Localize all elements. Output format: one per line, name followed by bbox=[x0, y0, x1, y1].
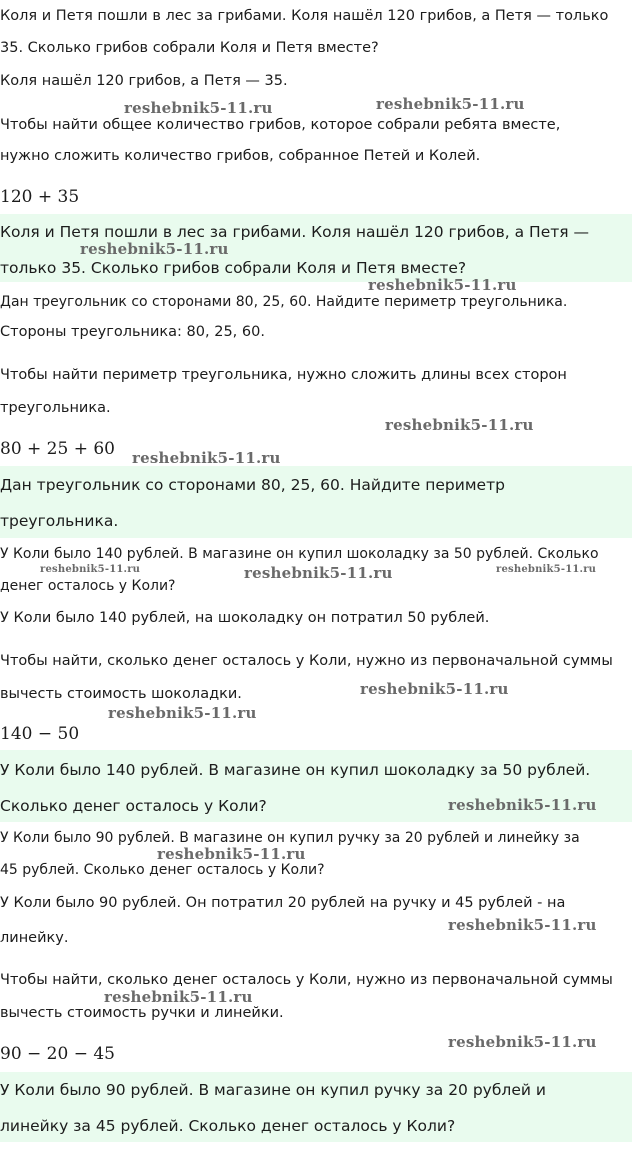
task2-explanation-2: треугольника. bbox=[0, 400, 111, 416]
task3-expression: 140 − 50 bbox=[0, 724, 80, 744]
task4-explanation-2: вычесть стоимость ручки и линейки. bbox=[0, 1005, 284, 1021]
task2-highlight-line1: Дан треугольник со сторонами 80, 25, 60. Найдите периметр bbox=[0, 476, 505, 494]
task3-explanation-2: вычесть стоимость шоколадки. bbox=[0, 686, 242, 702]
task3-line1: У Коли было 140 рублей. В магазине он купил шоколадку за 50 рублей. Сколько bbox=[0, 546, 599, 562]
task4-line1: У Коли было 90 рублей. В магазине он купил ручку за 20 рублей и линейку за bbox=[0, 830, 580, 846]
watermark: reshebnik5-11.ru bbox=[448, 796, 597, 814]
task1-highlight-line2: только 35. Сколько грибов собрали Коля и Петя вместе? bbox=[0, 259, 467, 277]
task4-highlight-line1: У Коли было 90 рублей. В магазине он купил ручку за 20 рублей и bbox=[0, 1081, 546, 1099]
watermark: reshebnik5-11.ru bbox=[80, 240, 229, 258]
watermark: reshebnik5-11.ru bbox=[360, 680, 509, 698]
watermark: reshebnik5-11.ru bbox=[376, 95, 525, 113]
task3-line2: денег осталось у Коли? bbox=[0, 578, 176, 594]
task4-given-1: У Коли было 90 рублей. Он потратил 20 рублей на ручку и 45 рублей - на bbox=[0, 895, 566, 911]
task2-expression: 80 + 25 + 60 bbox=[0, 439, 115, 459]
task1-given: Коля нашёл 120 грибов, а Петя — 35. bbox=[0, 73, 288, 89]
watermark: reshebnik5-11.ru bbox=[132, 449, 281, 467]
task1-expression: 120 + 35 bbox=[0, 187, 80, 207]
task4-line2: 45 рублей. Сколько денег осталось у Коли? bbox=[0, 862, 325, 878]
task1-explanation-1: Чтобы найти общее количество грибов, которое собрали ребята вместе, bbox=[0, 117, 561, 133]
watermark: reshebnik5-11.ru bbox=[385, 416, 534, 434]
watermark: reshebnik5-11.ru bbox=[448, 1033, 597, 1051]
task4-given-2: линейку. bbox=[0, 930, 69, 946]
task4-explanation-1: Чтобы найти, сколько денег осталось у Коли, нужно из первоначальной суммы bbox=[0, 972, 613, 988]
watermark: reshebnik5-11.ru bbox=[448, 916, 597, 934]
task1-line1: Коля и Петя пошли в лес за грибами. Коля нашёл 120 грибов, а Петя — только bbox=[0, 8, 609, 24]
task4-highlight-line2: линейку за 45 рублей. Сколько денег осталось у Коли? bbox=[0, 1117, 456, 1135]
task2-given: Стороны треугольника: 80, 25, 60. bbox=[0, 324, 265, 340]
watermark: reshebnik5-11.ru bbox=[108, 704, 257, 722]
task2-highlight-line2: треугольника. bbox=[0, 512, 119, 530]
watermark: reshebnik5-11.ru bbox=[368, 276, 517, 294]
task1-line2: 35. Сколько грибов собрали Коля и Петя вместе? bbox=[0, 40, 379, 56]
watermark: reshebnik5-11.ru bbox=[104, 988, 253, 1006]
task2-line1: Дан треугольник со сторонами 80, 25, 60. Найдите периметр треугольника. bbox=[0, 294, 568, 310]
task2-explanation-1: Чтобы найти периметр треугольника, нужно сложить длины всех сторон bbox=[0, 367, 567, 383]
watermark: reshebnik5-11.ru bbox=[496, 564, 597, 575]
task1-explanation-2: нужно сложить количество грибов, собранное Петей и Колей. bbox=[0, 148, 481, 164]
task4-expression: 90 − 20 − 45 bbox=[0, 1044, 115, 1064]
watermark: reshebnik5-11.ru bbox=[124, 99, 273, 117]
watermark: reshebnik5-11.ru bbox=[40, 564, 141, 575]
task3-highlight-line1: У Коли было 140 рублей. В магазине он купил шоколадку за 50 рублей. bbox=[0, 761, 591, 779]
watermark: reshebnik5-11.ru bbox=[157, 845, 306, 863]
watermark: reshebnik5-11.ru bbox=[244, 564, 393, 582]
task1-highlight-line1: Коля и Петя пошли в лес за грибами. Коля нашёл 120 грибов, а Петя — bbox=[0, 223, 590, 241]
task3-given: У Коли было 140 рублей, на шоколадку он потратил 50 рублей. bbox=[0, 610, 490, 626]
task3-highlight-line2: Сколько денег осталось у Коли? bbox=[0, 797, 267, 815]
task3-explanation-1: Чтобы найти, сколько денег осталось у Коли, нужно из первоначальной суммы bbox=[0, 653, 613, 669]
